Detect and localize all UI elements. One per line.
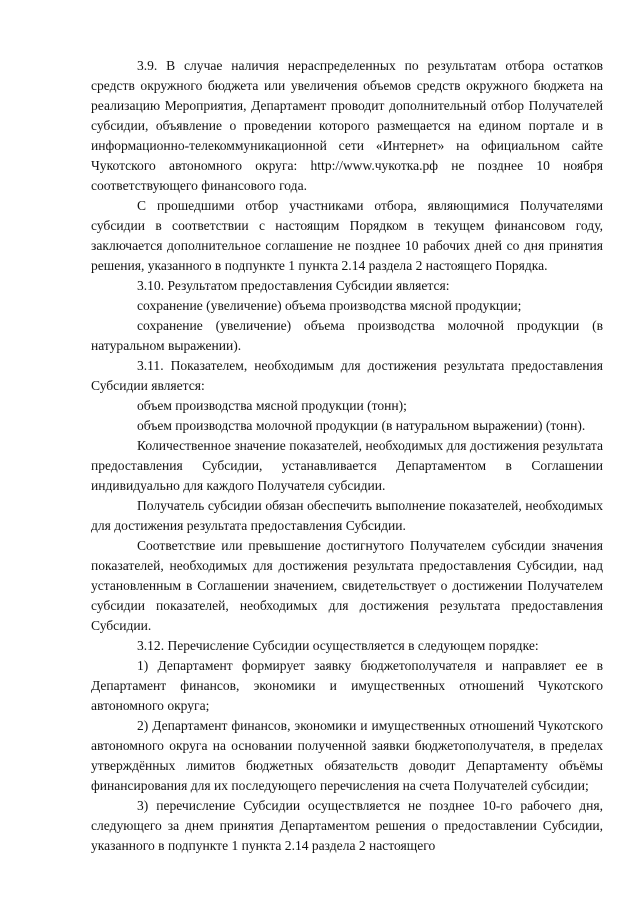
paragraph-3-10: 3.10. Результатом предоставления Субсидии является: — [137, 278, 450, 293]
paragraph-supplementary-agreement: С прошедшими отбор участниками отбора, являющимися Получателями субсидии в соответствии с настоящим Порядком в текущем финансовом году, заключается дополнительное соглашение не позднее 10 рабочих дней со дня принятия решения, указанного в подпункте 1 пункта 2.14 раздела 2 настоящего Порядка. — [91, 198, 603, 273]
paragraph-3-11: 3.11. Показателем, необходимым для достижения результата предоставления Субсидии является: — [91, 358, 603, 393]
paragraph-compliance: Соответствие или превышение достигнутого Получателем субсидии значения показателей, необходимых для достижения результата предоставления Субсидии, над установленным в Соглашении значением, свидетельствует о достижении Получателем субсидии показателей, необходимых для достижения результата предоставления Субсидии. — [91, 538, 603, 633]
document-page — [91, 56, 603, 856]
paragraph-step-3: 3) перечисление Субсидии осуществляется не позднее 10-го рабочего дня, следующего за днем принятия Департаментом решения о предоставлении Субсидии, указанного в подпункте 1 пункта 2.14 раздела 2 настоящего — [91, 798, 603, 853]
paragraph-indicator-meat: объем производства мясной продукции (тонн); — [137, 398, 407, 413]
paragraph-step-2: 2) Департамент финансов, экономики и имущественных отношений Чукотского автономного округа на основании полученной заявки бюджетополучателя, в пределах утверждённых лимитов бюджетных обязательств доводит Департаменту объёмы финансирования для их последующего перечисления на счета Получателей субсидии; — [91, 718, 603, 793]
paragraph-step-1: 1) Департамент формирует заявку бюджетополучателя и направляет ее в Департамент финансов, экономики и имущественных отношений Чукотского автономного округа; — [91, 658, 603, 713]
paragraph-3-12: 3.12. Перечисление Субсидии осуществляется в следующем порядке: — [137, 638, 539, 653]
paragraph-indicator-milk: объем производства молочной продукции (в натуральном выражении) (тонн). — [137, 418, 586, 433]
paragraph-result-meat: сохранение (увеличение) объема производства мясной продукции; — [137, 298, 522, 313]
paragraph-recipient-obligation: Получатель субсидии обязан обеспечить выполнение показателей, необходимых для достижения результата предоставления Субсидии. — [91, 498, 603, 533]
paragraph-quantitative-value: Количественное значение показателей, необходимых для достижения результата предоставления Субсидии, устанавливается Департаментом в Соглашении индивидуально для каждого Получателя субсидии. — [91, 438, 603, 493]
paragraph-3-9: 3.9. В случае наличия нераспределенных по результатам отбора остатков средств окружного бюджета или увеличения объемов средств окружного бюджета на реализацию Мероприятия, Департамент проводит дополнительный отбор Получателей субсидии, объявление о проведении которого размещается на едином портале и в информационно-телекоммуникационной сети «Интернет» на официальном сайте Чукотского автономного округа: http://www.чукотка.рф не позднее 10 ноября соответствующего финансового года. — [91, 58, 603, 193]
paragraph-result-milk: сохранение (увеличение) объема производства молочной продукции (в натуральном выражении). — [91, 318, 603, 353]
